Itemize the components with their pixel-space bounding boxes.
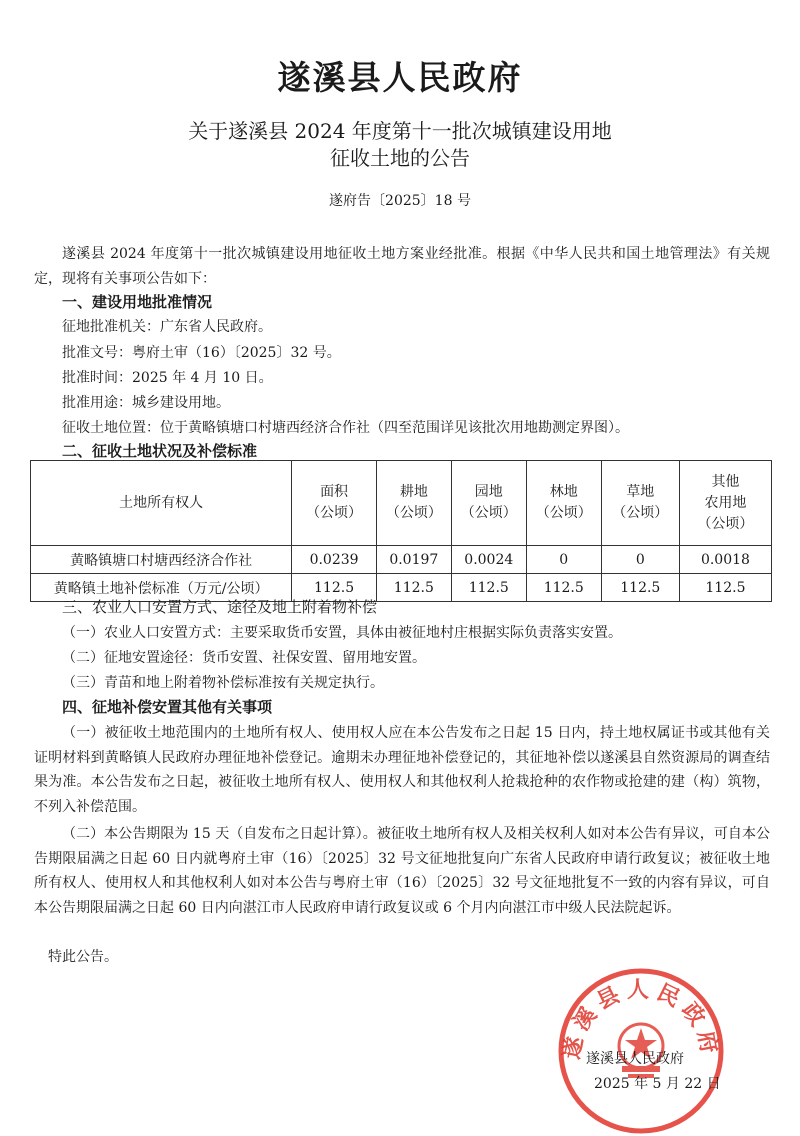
other-farmland-cell: 0.0018 <box>679 546 771 574</box>
document-title <box>0 118 800 172</box>
header-land-owner: 土地所有权人 <box>31 461 292 546</box>
document-number: 遂府告〔2025〕18 号 <box>329 193 471 209</box>
header-area: 面积 （公顷） <box>292 461 377 546</box>
area-cell: 112.5 <box>292 574 377 602</box>
signature-organization: 遂溪县人民政府 <box>586 1051 684 1067</box>
approval-authority: 征地批准机关：广东省人民政府。 <box>62 319 272 335</box>
approval-document-number: 批准文号：粤府土审（16）〔2025〕32 号。 <box>62 345 341 361</box>
other-farmland-cell: 112.5 <box>679 574 771 602</box>
registration-paragraph: （一）被征收土地范围内的土地所有权人、使用权人应在本公告发布之日起 15 日内，持土地权属证书或其他有关证明材料到黄略镇人民政府办理征地补偿登记。逾期未办理征地补偿登记的，其征地补偿以遂溪县自然资源局的调查结果为准。本公告发布之日起，被征收土地所有权人、使用权人和其他权利人抢栽抢种的农作物或抢建的建（构）筑物，不列入补偿范围。 <box>34 725 770 815</box>
section-4-heading: 四、征地补偿安置其他有关事项 <box>62 698 273 716</box>
table-header-row <box>31 461 772 546</box>
signature-date: 2025 年 5 月 22 日 <box>594 1076 721 1092</box>
compensation-standard-label-cell: 黄略镇土地补偿标准（万元/公顷） <box>31 574 292 602</box>
section-1-heading: 一、建设用地批准情况 <box>62 293 213 311</box>
resettlement-method: （一）农业人口安置方式：主要采取货币安置，具体由被征地村庄根据实际负责落实安置。 <box>62 625 622 641</box>
cultivated-cell: 0.0197 <box>376 546 451 574</box>
approval-date: 批准时间：2025 年 4 月 10 日。 <box>62 370 273 386</box>
section-2-heading: 二、征收土地状况及补偿标准 <box>62 442 258 460</box>
approval-purpose: 批准用途：城乡建设用地。 <box>62 395 230 411</box>
header-grass-land: 草地 （公顷） <box>601 461 679 546</box>
document-title-line-2: 征收土地的公告 <box>330 146 470 170</box>
table-row <box>31 546 772 574</box>
header-forest-land: 林地 （公顷） <box>526 461 601 546</box>
section-3-heading: 三、农业人口安置方式、途径及地上附着物补偿 <box>62 598 378 616</box>
forest-cell: 0 <box>526 546 601 574</box>
svg-text:遂溪县人民政府: 遂溪县人民政府 <box>558 976 724 1062</box>
land-compensation-table <box>30 460 772 602</box>
issuing-organization-title: 遂溪县人民政府 <box>277 58 523 97</box>
document-title-line-1: 关于遂溪县 2024 年度第十一批次城镇建设用地 <box>188 119 612 143</box>
forest-cell: 112.5 <box>526 574 601 602</box>
resettlement-channels: （二）征地安置途径：货币安置、社保安置、留用地安置。 <box>62 650 426 666</box>
garden-cell: 112.5 <box>451 574 526 602</box>
header-other-farmland: 其他 农用地 （公顷） <box>679 461 771 546</box>
crop-compensation: （三）青苗和地上附着物补偿标准按有关规定执行。 <box>62 675 384 691</box>
cultivated-cell: 112.5 <box>376 574 451 602</box>
land-location: 征收土地位置：位于黄略镇塘口村塘西经济合作社（四至范围详见该批次用地勘测定界图）。 <box>62 420 629 436</box>
land-owner-cell: 黄略镇塘口村塘西经济合作社 <box>31 546 292 574</box>
intro-paragraph: 遂溪县 2024 年度第十一批次城镇建设用地征收土地方案业经批准。根据《中华人民共和国土地管理法》有关规定，现将有关事项公告如下： <box>34 246 770 287</box>
grass-cell: 0 <box>601 546 679 574</box>
header-cultivated-land: 耕地 （公顷） <box>376 461 451 546</box>
appeal-paragraph: （二）本公告期限为 15 天（自发布之日起计算）。被征收土地所有权人及相关权利人如对本公告有异议，可自本公告期限届满之日起 60 日内就粤府土审（16）〔2025〕32 号文征地批复向广东省人民政府申请行政复议；被征收土地所有权人、使用权人和其他权利人如对本公告与粤府土审（16）〔2025〕32 号文征地批复不一致的内容有异议，可自本公告期限届满之日起 60 日内向湛江市人民政府申请行政复议或 6 个月内向湛江市中级人民法院起诉。 <box>34 826 770 916</box>
closing-text: 特此公告。 <box>48 949 118 965</box>
header-garden-land: 园地 （公顷） <box>451 461 526 546</box>
grass-cell: 112.5 <box>601 574 679 602</box>
area-cell: 0.0239 <box>292 546 377 574</box>
garden-cell: 0.0024 <box>451 546 526 574</box>
